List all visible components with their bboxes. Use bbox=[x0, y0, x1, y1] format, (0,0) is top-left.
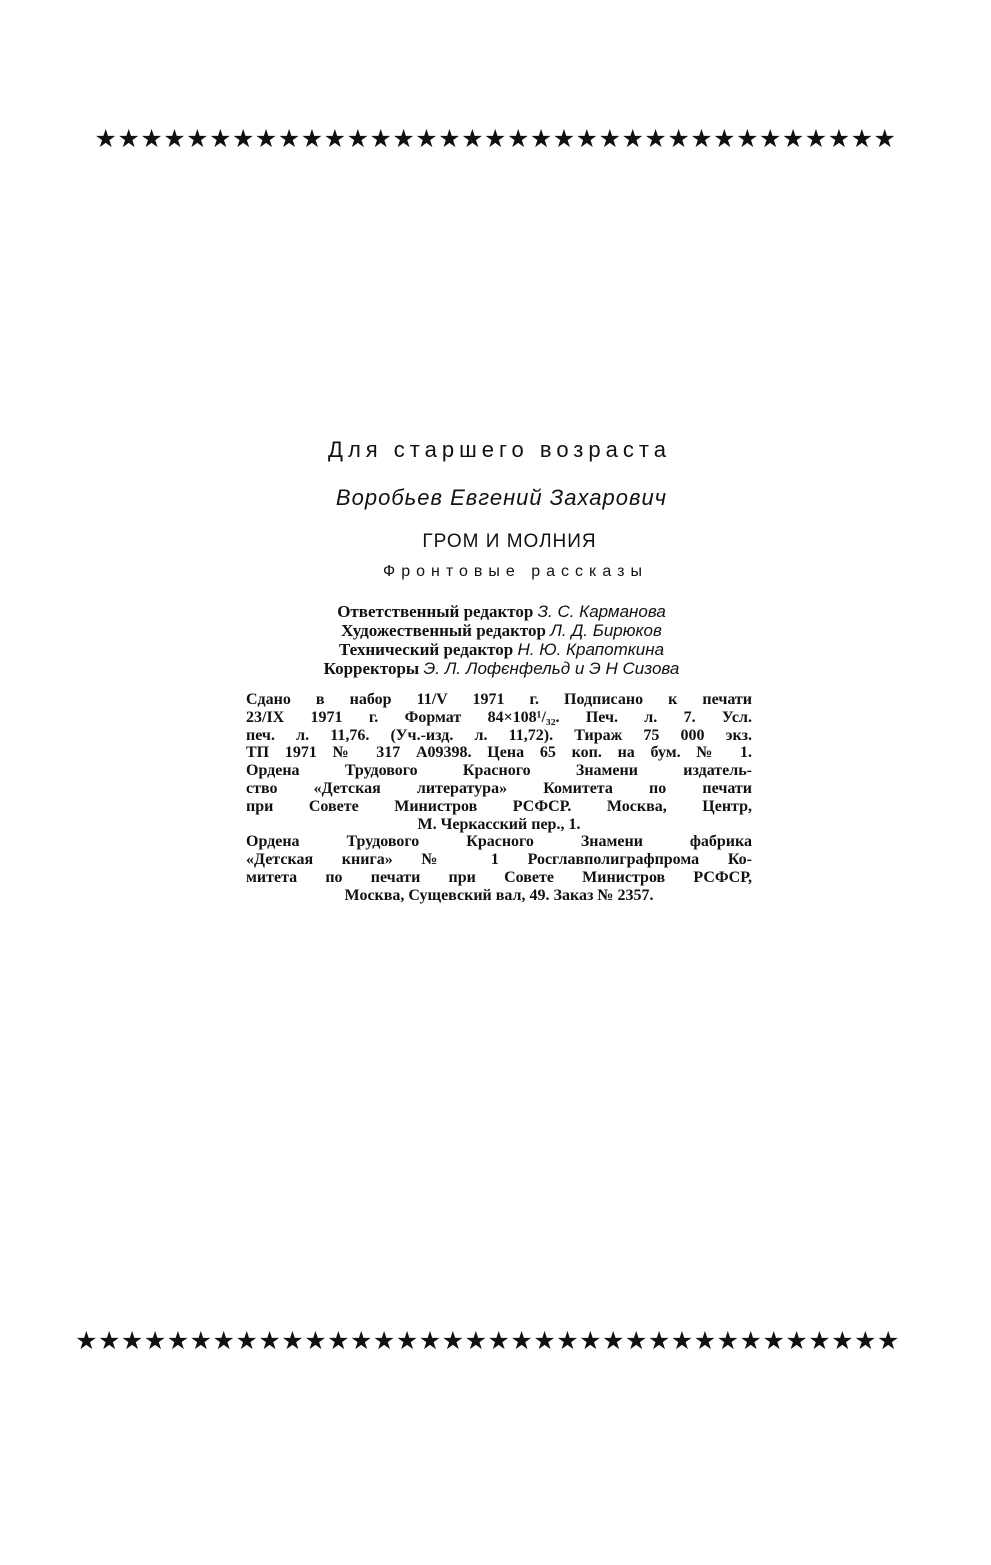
imprint-line: 23/IX 1971 г. Формат 84×108¹/₃₂. Печ. л. 7. Усл. bbox=[246, 708, 752, 726]
editor-row-technical bbox=[6, 640, 991, 659]
imprint-line: Сдано в набор 11/V 1971 г. Подписано к печати bbox=[246, 691, 752, 708]
imprint-line: ТП 1971 № 317 А09398. Цена 65 коп. на бум. № 1. bbox=[246, 744, 752, 762]
imprint-line: Ордена Трудового Красного Знамени издатель- bbox=[246, 762, 752, 780]
editor-name: Э. Л. Лофєнфельд и Э Н Сизова bbox=[423, 659, 680, 678]
imprint-line: Москва, Сущевский вал, 49. Заказ № 2357. bbox=[344, 886, 654, 904]
bottom-star-ornament: ★★★★★★★★★★★★★★★★★★★★★★★★★★★★★★★★★★★★ bbox=[75, 1326, 900, 1355]
editor-role: Технический редактор bbox=[338, 640, 514, 659]
book-subtitle: Фронтовые рассказы bbox=[383, 563, 648, 580]
imprint-line: М. Черкасский пер., 1. bbox=[417, 815, 581, 833]
imprint-line: печ. л. 11,76. (Уч.-изд. л. 11,72). Тираж 75 000 экз. bbox=[246, 726, 752, 744]
editor-name: З. С. Карманова bbox=[537, 602, 666, 621]
imprint-line: митета по печати при Совете Министров РСФСР, bbox=[246, 868, 752, 886]
editor-row-art bbox=[6, 621, 991, 640]
age-group-label: Для старшего возраста bbox=[328, 437, 671, 462]
imprint-block bbox=[246, 691, 752, 905]
editor-role: Ответственный редактор bbox=[337, 602, 534, 621]
imprint-line: Ордена Трудового Красного Знамени фабрика bbox=[246, 833, 752, 851]
editor-role: Корректоры bbox=[323, 659, 420, 678]
editor-row-responsible bbox=[6, 602, 991, 621]
imprint-line: при Совете Министров РСФСР. Москва, Центр, bbox=[246, 797, 752, 815]
top-star-ornament: ★★★★★★★★★★★★★★★★★★★★★★★★★★★★★★★★★★★ bbox=[94, 124, 897, 153]
editor-name: Н. Ю. Крапоткина bbox=[517, 640, 665, 659]
editor-row-proofreaders bbox=[6, 659, 991, 678]
editor-name: Л. Д. Бирюков bbox=[550, 621, 662, 640]
editors-credits bbox=[0, 602, 991, 678]
editor-role: Художественный редактор bbox=[341, 621, 546, 640]
imprint-line: ство «Детская литература» Комитета по печати bbox=[246, 779, 752, 797]
imprint-line: «Детская книга» № 1 Росглавполиграфпрома Ко- bbox=[246, 851, 752, 869]
author-name: Воробьев Евгений Захарович bbox=[335, 485, 668, 510]
book-title: ГРОМ И МОЛНИЯ bbox=[422, 531, 597, 552]
